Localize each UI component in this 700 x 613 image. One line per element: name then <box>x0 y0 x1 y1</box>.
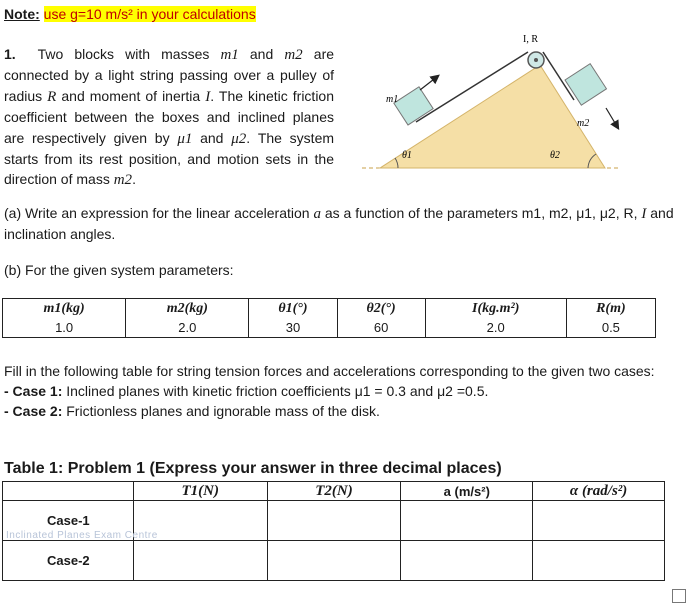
arrow-up-incline <box>420 76 438 90</box>
answer-cell[interactable] <box>267 501 401 541</box>
param-value: 2.0 <box>126 318 249 338</box>
theta1-label: θ1 <box>402 150 412 161</box>
problem-and: and <box>249 46 274 62</box>
answer-cell[interactable] <box>533 541 665 581</box>
var-m2-b: m2 <box>113 172 133 189</box>
case1-text: Inclined planes with kinetic friction coefficients μ1 = 0.3 and μ2 =0.5. <box>66 383 489 399</box>
part-a-text: Write an expression for the linear acceleration <box>25 205 310 221</box>
results-header-row <box>3 482 665 501</box>
param-value: 30 <box>249 318 337 338</box>
param-header: I(kg.m²) <box>425 299 566 319</box>
param-value: 2.0 <box>425 318 566 338</box>
case-label: Case-2 <box>3 541 134 581</box>
case-label: Case-1 <box>3 501 134 541</box>
var-m2: m2 <box>284 47 303 63</box>
parameters-table <box>2 298 656 338</box>
case2-text: Frictionless planes and ignorable mass of the disk. <box>66 403 380 419</box>
page-corner-box[interactable] <box>672 589 686 603</box>
note-text: use g=10 m/s² in your calculations <box>43 6 256 22</box>
part-a <box>4 203 694 244</box>
var-m1: m1 <box>220 47 239 63</box>
param-header: m1(kg) <box>3 299 126 319</box>
problem-text-4: . The kinetic friction coefficient between the boxes and inclined planes are respectively given by <box>4 87 334 146</box>
answer-cell[interactable] <box>133 541 267 581</box>
watermark: Inclinated Planes Exam Centre <box>6 530 158 541</box>
results-table-caption: Table 1: Problem 1 (Express your answer in three decimal places) <box>4 460 502 477</box>
block-m2 <box>565 64 606 105</box>
answer-cell[interactable] <box>533 501 665 541</box>
results-header <box>3 482 134 501</box>
block-m1 <box>394 87 433 125</box>
answer-cell[interactable] <box>267 541 401 581</box>
problem-end: . <box>132 171 136 188</box>
part-a-text-2: as a function of the parameters m1, m2, μ1, μ2, R, <box>324 205 638 221</box>
results-header: T2(N) <box>267 482 401 501</box>
pulley-label: I, R <box>523 34 538 45</box>
part-b-label: (b) <box>4 262 22 278</box>
fill-intro: Fill in the following table for string tension forces and accelerations corresponding to the given two cases: <box>4 363 655 379</box>
problem-statement <box>4 44 334 191</box>
param-value: 60 <box>337 318 425 338</box>
problem-text-1: Two blocks with masses <box>37 46 210 62</box>
case1-label: - Case 1: <box>4 383 63 399</box>
parameters-value-row <box>3 318 656 338</box>
note-label: Note: <box>4 6 40 22</box>
note <box>4 6 256 22</box>
param-header: m2(kg) <box>126 299 249 319</box>
results-row-case2 <box>3 541 665 581</box>
problem-and-2: and <box>200 129 224 146</box>
param-header: R(m) <box>566 299 655 319</box>
case2-label: - Case 2: <box>4 403 63 419</box>
var-mu1: μ1 <box>177 130 193 147</box>
param-header: θ1(°) <box>249 299 337 319</box>
param-header: θ2(°) <box>337 299 425 319</box>
problem-text-3: and moment of inertia <box>61 87 201 104</box>
param-value: 0.5 <box>566 318 655 338</box>
answer-cell[interactable] <box>401 501 533 541</box>
problem-number: 1. <box>4 46 16 62</box>
var-I-a: I <box>641 206 647 222</box>
pulley-axle <box>534 58 538 62</box>
part-a-label: (a) <box>4 205 22 221</box>
theta2-label: θ2 <box>550 150 560 161</box>
arrow-down-incline <box>606 108 618 128</box>
results-header: T1(N) <box>133 482 267 501</box>
incline-figure <box>360 30 640 180</box>
var-mu2: μ2 <box>231 130 247 147</box>
problem-text-2: are connected by a light string passing over a pulley of radius <box>4 46 335 104</box>
fill-instructions <box>4 361 674 421</box>
part-b-text: For the given system parameters: <box>25 262 234 278</box>
m1-label: m1 <box>386 94 399 105</box>
part-b <box>4 262 234 278</box>
answer-cell[interactable] <box>401 541 533 581</box>
var-R: R <box>47 88 57 105</box>
parameters-header-row <box>3 299 656 319</box>
m2-label: m2 <box>577 118 590 129</box>
problem-text-5: . The system starts from its rest position, and motion sets in the direction of mass <box>4 129 335 188</box>
results-header: a (m/s²) <box>401 482 533 501</box>
results-header: α (rad/s²) <box>533 482 665 501</box>
part-a-text-3: and inclination angles. <box>4 205 674 242</box>
param-value: 1.0 <box>3 318 126 338</box>
var-I: I <box>205 88 211 105</box>
var-a: a <box>313 206 321 222</box>
